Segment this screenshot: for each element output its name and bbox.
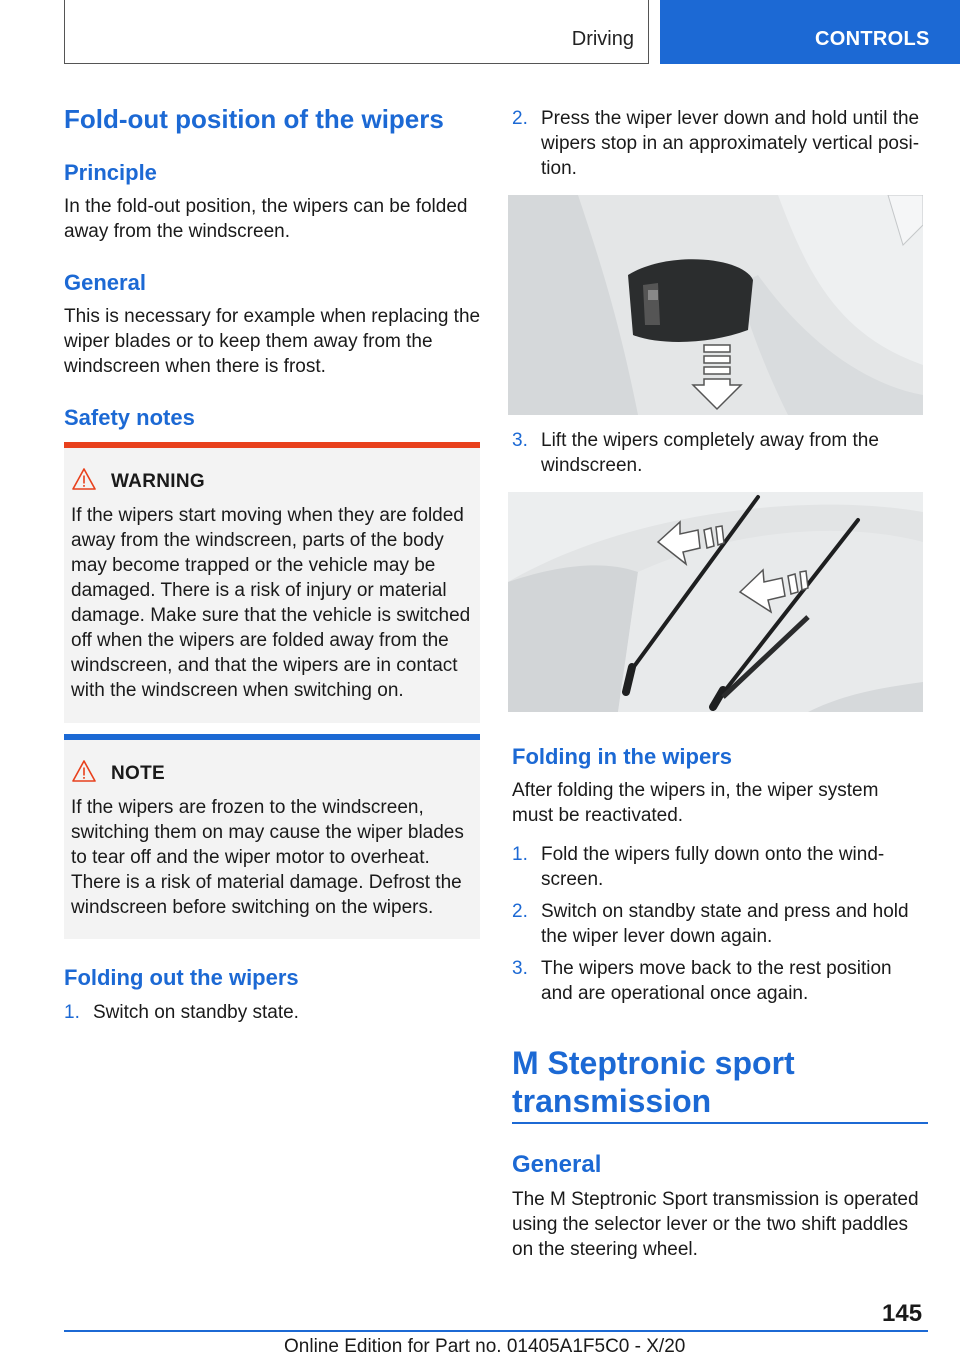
warning-label: WARNING [111,471,205,492]
folding-out-heading: Folding out the wipers [64,965,299,990]
principle-line: In the fold-out position, the wipers can be folded [64,196,468,217]
folding-out-step-3 [512,428,932,478]
principle-heading: Principle [64,160,157,185]
step-text [541,899,909,949]
page-title: Fold-out position of the wipers [64,104,444,134]
general-line: This is necessary for example when replacing the [64,306,481,327]
step-number: 2. [512,901,528,922]
footer-rule [64,1330,928,1332]
folding-in-step-1 [512,842,932,892]
step-line: windscreen. [541,455,643,476]
warning-line: may become trapped or the vehicle may be [71,555,436,576]
note-text [71,795,476,920]
note-bar [64,734,480,740]
step-text [541,106,919,181]
m-general-text [512,1187,942,1262]
step-line: tion. [541,158,577,179]
principle-line: away from the windscreen. [64,221,290,242]
warning-line: with the windscreen when switching on. [71,680,404,701]
general-line: wiper blades or to keep them away from the [64,331,433,352]
warning-line: damaged. There is a risk of injury or material [71,580,447,601]
section-title-line: M Steptronic sport [512,1045,795,1081]
m-general-heading: General [512,1151,602,1178]
wipers-lifted-illustration [508,492,923,712]
warning-line: If the wipers start moving when they are folded [71,505,464,526]
step-number: 3. [512,958,528,979]
step-line: The wipers move back to the rest position [541,958,892,979]
header-chapter-title: CONTROLS [815,28,930,50]
step-line: Press the wiper lever down and hold until the [541,108,920,129]
note-line: to tear off and the wiper motor to overheat. [71,847,430,868]
section-title-m-steptronic [512,1044,795,1120]
step-text: Switch on standby state. [93,1002,299,1023]
header-chapter-tab [660,0,960,64]
warning-line: damage. Make sure that the vehicle is switched [71,605,471,626]
wiper-lever-drawing [508,195,923,415]
step-line: Lift the wipers completely away from the [541,430,879,451]
step-number: 3. [512,430,528,451]
step-text [541,956,892,1006]
step-number: 1. [512,844,528,865]
intro-line: must be reactivated. [512,805,684,826]
step-line: wipers stop in an approximately vertical posi‐ [541,133,920,154]
footer-edition: Online Edition for Part no. 01405A1F5C0 - X/20 [284,1336,686,1357]
folding-in-intro [512,778,932,828]
page-number: 145 [882,1300,923,1327]
step-text [541,428,879,478]
section-title-line: transmission [512,1083,712,1119]
step-line: Switch on standby state and press and hold [541,901,909,922]
warning-triangle-icon [72,468,96,490]
caution-triangle-icon [72,760,96,782]
note-line: switching them on may cause the wiper blades [71,822,464,843]
safety-notes-heading: Safety notes [64,405,195,430]
m-general-line: The M Steptronic Sport transmission is operated [512,1189,919,1210]
general-line: windscreen when there is frost. [64,356,326,377]
step-number: 1. [64,1002,80,1023]
step-line: and are operational once again. [541,983,809,1004]
warning-bar [64,442,480,448]
warning-line: away from the windscreen, parts of the body [71,530,444,551]
note-box [64,734,480,939]
note-line: If the wipers are frozen to the windscreen, [71,797,424,818]
section-rule [512,1122,928,1124]
m-general-line: using the selector lever or the two shift paddles [512,1214,909,1235]
general-heading: General [64,270,146,295]
step-number: 2. [512,108,528,129]
m-general-line: on the steering wheel. [512,1239,698,1260]
folding-in-heading: Folding in the wipers [512,744,732,769]
header-section-box [64,0,649,64]
step-line: the wiper lever down again. [541,926,773,947]
step-line: Fold the wipers fully down onto the wind‐ [541,844,885,865]
principle-text [64,194,484,244]
folding-in-step-2 [512,899,932,949]
wiper-lever-illustration [508,195,923,415]
wipers-lifted-drawing [508,492,923,712]
header-section-title: Driving [571,28,634,50]
warning-line: windscreen, and that the wipers are in contact [71,655,458,676]
note-label: NOTE [111,763,165,784]
folding-in-step-3 [512,956,932,1006]
general-text [64,304,484,379]
folding-out-step-2 [512,106,932,181]
intro-line: After folding the wipers in, the wiper system [512,780,879,801]
step-text [541,842,884,892]
warning-line: off when the wipers are folded away from the [71,630,449,651]
step-line: screen. [541,869,604,890]
note-line: There is a risk of material damage. Defrost the [71,872,462,893]
note-line: windscreen before switching on the wipers. [71,897,434,918]
warning-box [64,442,480,723]
warning-text [71,503,476,703]
